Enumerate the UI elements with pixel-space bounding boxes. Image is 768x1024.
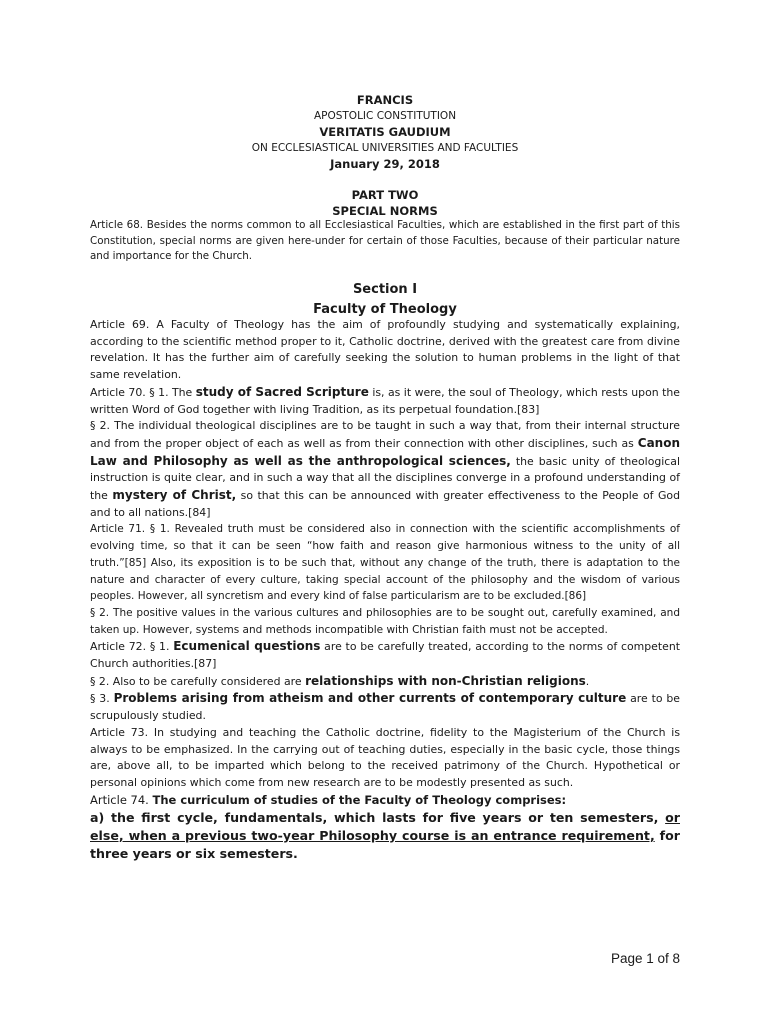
underlined-entrance-requirement: or else, when a previous two-year Philosophy course is an entrance requirement, [90, 809, 680, 843]
article-74-first-cycle: a) the first cycle, fundamentals, which lasts for five years or ten semesters, or else, when a previous two-year Philosophy course is an entrance requirement, for three years or six semesters. [90, 809, 680, 862]
emphasis-canon-law: Canon Law and Philosophy as well as the anthropological sciences, [90, 435, 680, 468]
document-subtitle: ON ECCLESIASTICAL UNIVERSITIES AND FACULTIES [251, 142, 519, 154]
emphasis-ecumenical-questions: Ecumenical questions [173, 639, 321, 654]
article-68-block [90, 218, 680, 265]
article-72-para-2: § 2. Also to be carefully considered are relationships with non-Christian religions. [90, 673, 590, 688]
emphasis-mystery-of-christ: mystery of Christ, [112, 488, 237, 503]
article-73: Article 73. In studying and teaching the Catholic doctrine, fidelity to the Magisterium of the Church is always to be emphasized. In the carrying out of teaching duties, especially in the basic cycle, those things are, above all, to be imparted which belong to the received patrimony of the Church. Hypothetical or personal opinions which come from new research are to be modestly presented as such. [90, 725, 680, 789]
part-number: PART TWO [351, 188, 419, 202]
article-69: Article 69. A Faculty of Theology has the aim of profoundly studying and systematically explaining, according to the scientific method proper to it, Catholic doctrine, derived with the greatest care from divine revelation. It has the further aim of carefully seeking the solution to human problems in the light of that same revelation. [90, 318, 680, 382]
emphasis-non-christian-religions: relationships with non-Christian religions [305, 673, 586, 688]
emphasis-sacred-scripture: study of Sacred Scripture [195, 384, 369, 399]
section-number: Section I [352, 282, 418, 297]
article-70-para-1: Article 70. § 1. The study of Sacred Scripture is, as it were, the soul of Theology, which rests upon the written Word of God together with living Tradition, as its perpetual foundation.[83] [90, 384, 681, 416]
articles-body [90, 317, 680, 864]
article-71-para-1: Article 71. § 1. Revealed truth must be considered also in connection with the scientific accomplishments of evolving time, so that it can be seen “how faith and reason give harmonious witness to the unity of all truth.”[85] Also, its exposition is to be such that, without any change of the truth, there is adaptation to the nature and character of every culture, taking special account of the philosophy and the wisdom of various peoples. However, all syncretism and every kind of false particularism are to be excluded.[86] [90, 523, 680, 603]
document-header [90, 92, 680, 172]
document-type-line: APOSTOLIC CONSTITUTION [313, 110, 457, 122]
page-number: Page 1 of 8 [610, 951, 680, 966]
document-title: VERITATIS GAUDIUM [319, 125, 451, 139]
article-74-intro: Article 74. The curriculum of studies of the Faculty of Theology comprises: [90, 792, 567, 807]
article-72-para-3: § 3. Problems arising from atheism and other currents of contemporary culture are to be scrupulously studied. [90, 691, 681, 723]
article-70-para-2: § 2. The individual theological disciplines are to be taught in such a way that, from their internal structure and from the proper object of each as well as from their connection with other disciplines, such as Canon Law and Philosophy as well as the anthropological sciences, the basic unity of theological instruction is quite clear, and in such a way that all the disciplines converge in a profound understanding of the mystery of Christ, so that this can be announced with greater effectiveness to the People of God and to all nations.[84] [90, 419, 680, 519]
part-title: SPECIAL NORMS [332, 204, 438, 218]
emphasis-atheism: Problems arising from atheism and other currents of contemporary culture [113, 691, 627, 706]
document-date: January 29, 2018 [330, 157, 440, 171]
article-72-para-1: Article 72. § 1. Ecumenical questions are to be carefully treated, according to the norms of competent Church authorities.[87] [90, 639, 680, 671]
section-heading [90, 280, 680, 320]
section-title: Faculty of Theology [313, 302, 457, 317]
part-heading [90, 187, 680, 219]
article-71-para-2: § 2. The positive values in the various cultures and philosophies are to be sought out, carefully examined, and taken up. However, systems and methods incompatible with Christian faith must not be accepted. [90, 606, 680, 636]
article-68: Article 68. Besides the norms common to all Ecclesiastical Faculties, which are established in the first part of this Constitution, special norms are given here-under for certain of those Faculties, because of their particular nature and importance for the Church. [90, 219, 680, 262]
author-line: FRANCIS [356, 93, 414, 107]
emphasis-curriculum: The curriculum of studies of the Faculty of Theology comprises: [152, 792, 567, 807]
